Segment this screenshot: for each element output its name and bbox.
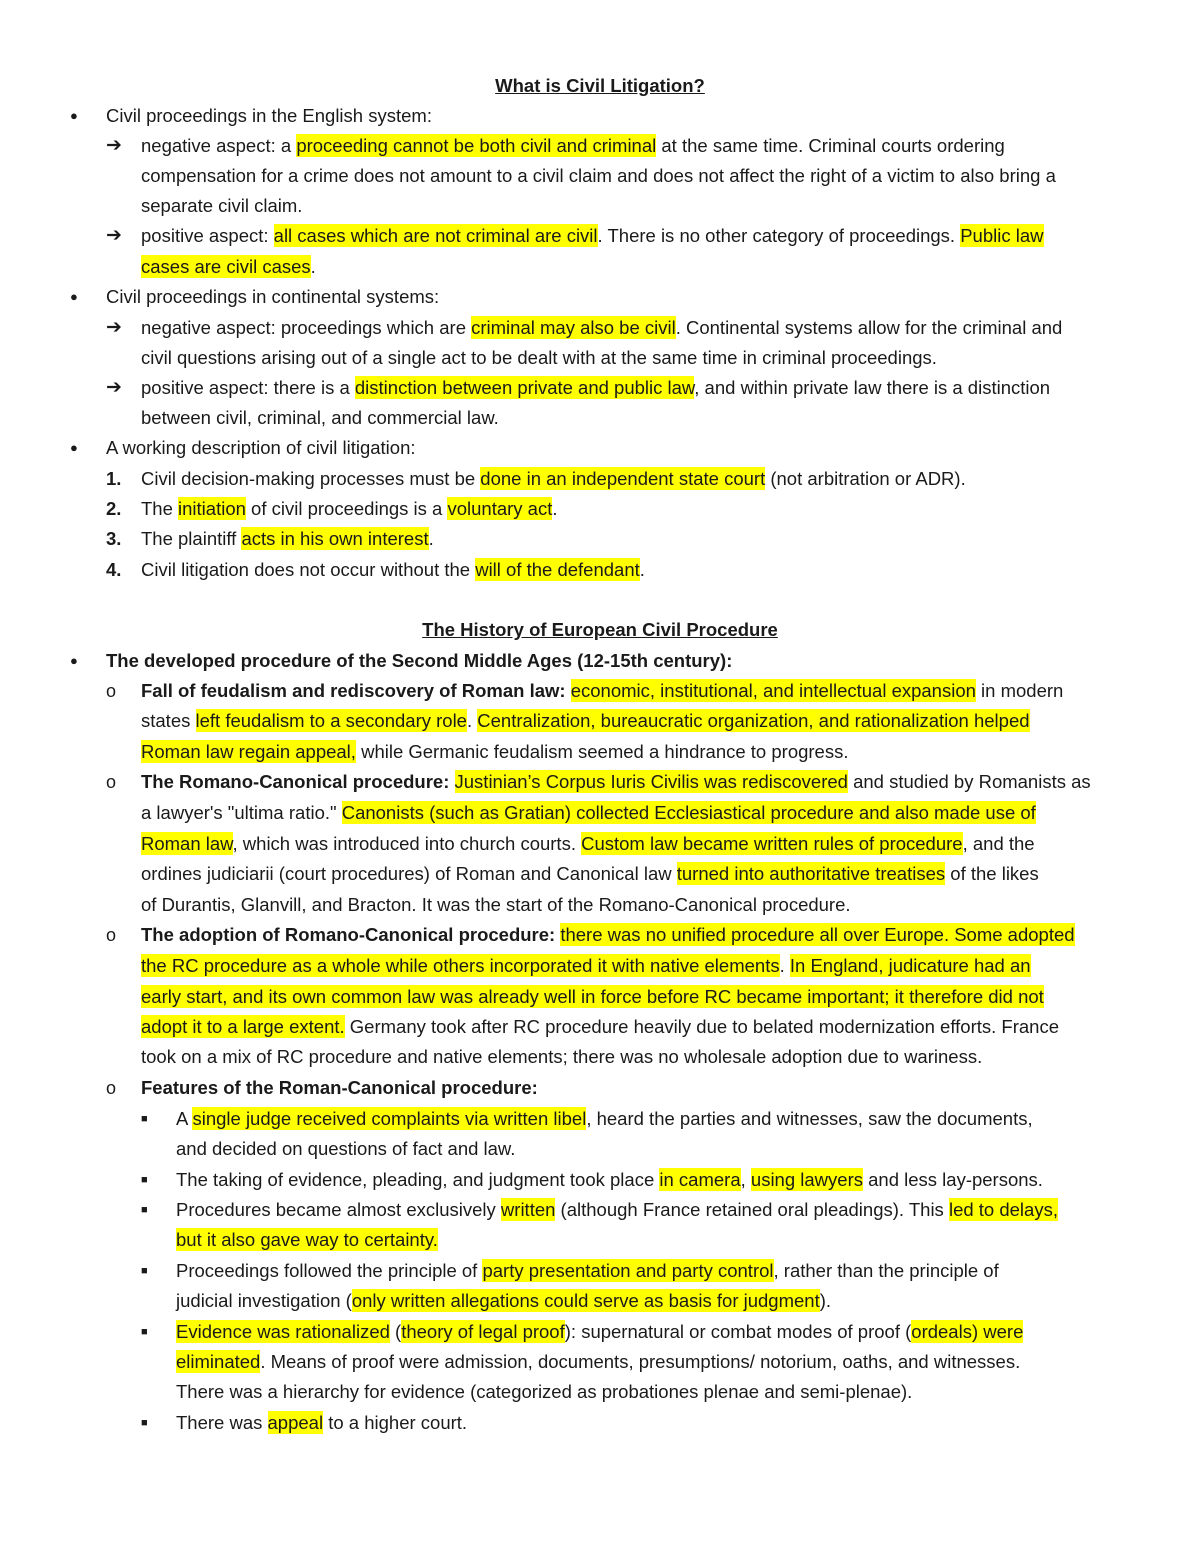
square-bullet-marker: ■ (141, 1174, 148, 1186)
romano-canonical-line2: a lawyer's "ultima ratio." Canonists (such as Gratian) collected Ecclesiastical procedure and also made use of (141, 802, 1036, 823)
romano-canonical-line3: Roman law, which was introduced into church courts. Custom law became written rules of procedure, and the (141, 833, 1035, 854)
bullet-english-system: Civil proceedings in the English system: (106, 105, 432, 126)
feudalism-line3: Roman law regain appeal, while Germanic feudalism seemed a hindrance to progress. (141, 741, 849, 762)
adoption-line2: the RC procedure as a whole while others incorporated it with native elements. In England, judicature had an (141, 955, 1031, 976)
feature-party-presentation-line1: Proceedings followed the principle of party presentation and party control, rather than the principle of (176, 1260, 999, 1281)
english-negative-line3: separate civil claim. (141, 195, 303, 216)
square-bullet-marker: ■ (141, 1113, 148, 1125)
adoption-line1: The adoption of Romano-Canonical procedure: there was no unified procedure all over Europe. Some adopted (141, 924, 1075, 945)
arrow-marker: ➔ (106, 135, 122, 156)
square-bullet-marker: ■ (141, 1204, 148, 1216)
list-item-1: Civil decision-making processes must be done in an independent state court (not arbitration or ADR). (141, 468, 966, 489)
feature-single-judge-line2: and decided on questions of fact and law. (176, 1138, 516, 1159)
sub-bullet-marker: o (106, 772, 117, 792)
continental-positive-line1: positive aspect: there is a distinction between private and public law, and within private law there is a distinction (141, 377, 1051, 398)
feature-written-line2: but it also gave way to certainty. (176, 1229, 438, 1250)
list-item-4: Civil litigation does not occur without the will of the defendant. (141, 559, 645, 580)
romano-canonical-line1: The Romano-Canonical procedure: Justinian’s Corpus Iuris Civilis was rediscovered and studied by Romanists as (141, 771, 1091, 792)
feature-appeal: There was appeal to a higher court. (176, 1412, 468, 1433)
bullet-second-middle-ages: The developed procedure of the Second Middle Ages (12-15th century): (106, 650, 733, 671)
bullet-marker: ● (70, 440, 78, 455)
sub-bullet-marker: o (106, 925, 117, 945)
english-positive-line2: cases are civil cases. (141, 256, 316, 277)
feature-evidence-line1: Evidence was rationalized (theory of legal proof): supernatural or combat modes of proof (ordeals) were (176, 1321, 1024, 1342)
feudalism-line1: Fall of feudalism and rediscovery of Roman law: economic, institutional, and intellectual expansion in modern (141, 680, 1064, 701)
adoption-line4: adopt it to a large extent. Germany took after RC procedure heavily due to belated modernization efforts. France (141, 1016, 1059, 1037)
continental-positive-line2: between civil, criminal, and commercial law. (141, 407, 499, 428)
sub-bullet-marker: o (106, 681, 117, 701)
feature-party-presentation-line2: judicial investigation (only written allegations could serve as basis for judgment). (176, 1290, 832, 1311)
bullet-marker: ● (70, 108, 78, 123)
square-bullet-marker: ■ (141, 1326, 148, 1338)
feature-written-line1: Procedures became almost exclusively written (although France retained oral pleadings). This led to delays, (176, 1199, 1058, 1220)
bullet-marker: ● (70, 289, 78, 304)
feature-evidence-line3: There was a hierarchy for evidence (categorized as probationes plenae and semi-plenae). (176, 1381, 913, 1402)
romano-canonical-line5: of Durantis, Glanvill, and Bracton. It was the start of the Romano-Canonical procedure. (141, 894, 851, 915)
section-title-history: The History of European Civil Procedure (422, 619, 778, 640)
feature-evidence-line2: eliminated. Means of proof were admission, documents, presumptions/ notorium, oaths, and witnesses. (176, 1351, 1021, 1372)
feature-single-judge-line1: A single judge received complaints via written libel, heard the parties and witnesses, saw the documents, (176, 1108, 1033, 1129)
features-heading: Features of the Roman-Canonical procedure: (141, 1077, 538, 1098)
bullet-working-description: A working description of civil litigation: (106, 437, 416, 458)
romano-canonical-line4: ordines judiciarii (court procedures) of Roman and Canonical law turned into authoritative treatises of the likes (141, 863, 1039, 884)
english-negative-line1: negative aspect: a proceeding cannot be both civil and criminal at the same time. Criminal courts ordering (141, 135, 1005, 156)
bullet-continental-systems: Civil proceedings in continental systems: (106, 286, 440, 307)
arrow-marker: ➔ (106, 225, 122, 246)
list-item-2: The initiation of civil proceedings is a voluntary act. (141, 498, 558, 519)
list-item-3: The plaintiff acts in his own interest. (141, 528, 434, 549)
arrow-marker: ➔ (106, 317, 122, 338)
sub-bullet-marker: o (106, 1078, 117, 1098)
bullet-marker: ● (70, 653, 78, 668)
continental-negative-line2: civil questions arising out of a single act to be dealt with at the same time in criminal proceedings. (141, 347, 937, 368)
list-number: 4. (106, 559, 122, 580)
continental-negative-line1: negative aspect: proceedings which are criminal may also be civil. Continental systems allow for the criminal and (141, 317, 1063, 338)
section-title-civil-litigation: What is Civil Litigation? (495, 75, 705, 96)
english-positive-line1: positive aspect: all cases which are not criminal are civil. There is no other category of proceedings. Public law (141, 225, 1044, 246)
adoption-line3: early start, and its own common law was already well in force before RC became important; it therefore did not (141, 986, 1044, 1007)
arrow-marker: ➔ (106, 377, 122, 398)
english-negative-line2: compensation for a crime does not amount to a civil claim and does not affect the right of a victim to also bring a (141, 165, 1056, 186)
square-bullet-marker: ■ (141, 1265, 148, 1277)
list-number: 1. (106, 468, 122, 489)
adoption-line5: took on a mix of RC procedure and native elements; there was no wholesale adoption due to wariness. (141, 1046, 983, 1067)
square-bullet-marker: ■ (141, 1417, 148, 1429)
feudalism-line2: states left feudalism to a secondary role. Centralization, bureaucratic organization, and rationalization helped (141, 710, 1030, 731)
list-number: 3. (106, 528, 122, 549)
feature-in-camera: The taking of evidence, pleading, and judgment took place in camera, using lawyers and less lay-persons. (176, 1169, 1043, 1190)
list-number: 2. (106, 498, 122, 519)
